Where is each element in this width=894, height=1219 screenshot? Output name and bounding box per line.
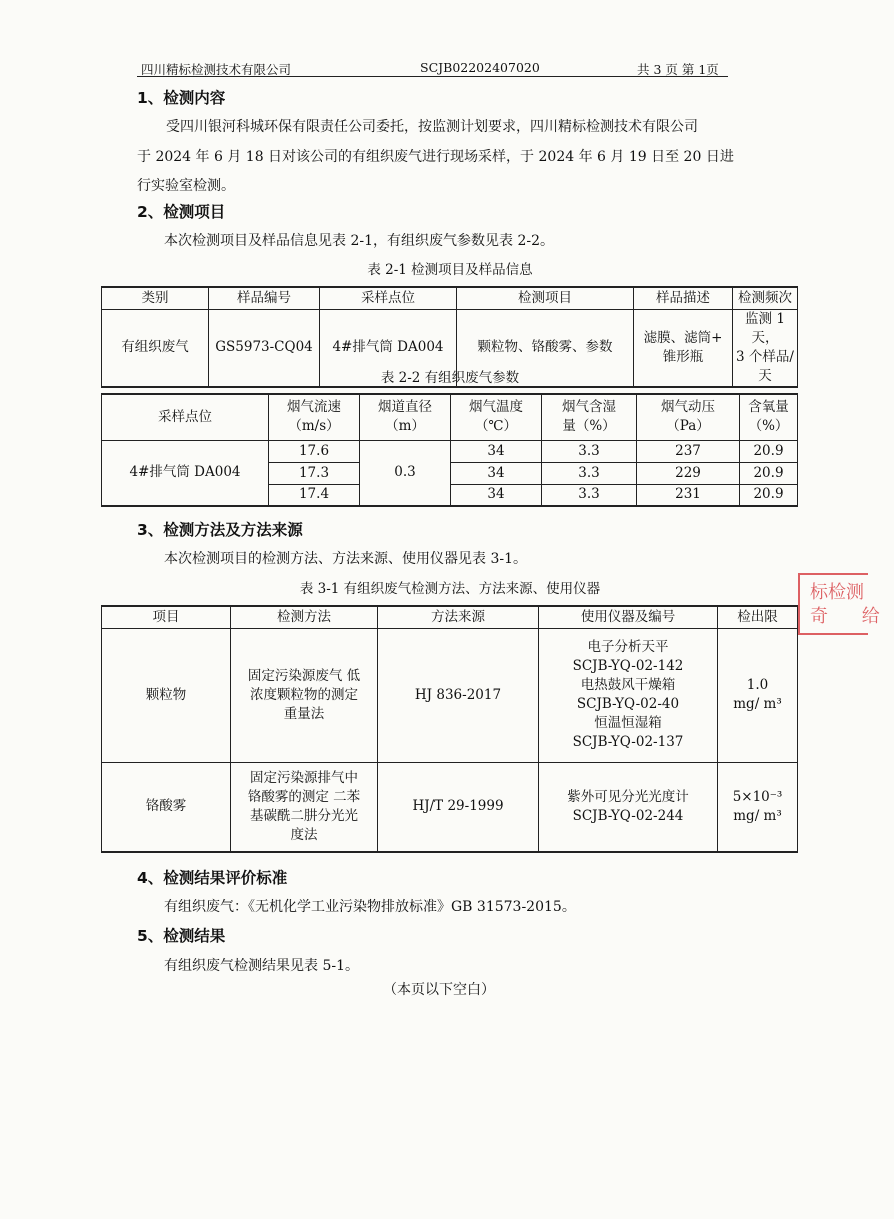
cell-method: [231, 762, 378, 852]
th-oxy-1: 含氧量: [748, 399, 789, 416]
cell-point: 4#排气筒 DA004: [102, 440, 269, 506]
blank-note: （本页以下空白）: [383, 982, 495, 998]
instrument-line: SCJB-YQ-02-244: [572, 807, 684, 824]
instrument-line: 电热鼓风干燥箱: [580, 677, 676, 693]
th-dia-1: 烟道直径: [378, 399, 432, 416]
table-2-2-caption: 表 2-2 有组织废气参数: [380, 370, 520, 386]
cell-temp: 34: [451, 462, 542, 484]
th-temp-2: （℃）: [474, 418, 518, 435]
section-5-title: 5、检测结果: [137, 927, 226, 945]
th-oxy-2: （%）: [748, 418, 789, 435]
section-1-title: 1、检测内容: [137, 89, 226, 107]
desc-line-1: 滤膜、滤筒+: [643, 329, 723, 346]
th-source: 方法来源: [378, 606, 539, 628]
method-line: 度法: [290, 826, 318, 843]
th-flow-2: （m/s）: [288, 418, 340, 435]
limit-unit: mg/ m³: [733, 807, 782, 824]
s5-text: 有组织废气检测结果见表 5-1。: [164, 958, 359, 974]
cell-method: [231, 628, 378, 762]
section-4-title: 4、检测结果评价标准: [137, 869, 288, 887]
th-method: 检测方法: [231, 606, 378, 628]
cell-hum: 3.3: [542, 462, 637, 484]
th-hum-1: 烟气含湿: [562, 399, 616, 416]
instrument-line: SCJB-YQ-02-142: [572, 658, 684, 674]
cell-oxy: 20.9: [740, 462, 798, 484]
s1-line-2: 于 2024 年 6 月 18 日对该公司的有组织废气进行现场采样，于 2024 年 6 月 19 日至 20 日进: [137, 149, 734, 165]
s1-line-3: 行实验室检测。: [137, 178, 235, 194]
th-point: 采样点位: [102, 394, 269, 440]
instrument-line: 紫外可见分光光度计: [567, 788, 689, 805]
cell-source: HJ/T 29-1999: [378, 762, 539, 852]
cell-flow: 17.3: [269, 462, 360, 484]
th-items: 检测项目: [457, 287, 634, 309]
th-oxy: [740, 394, 798, 440]
cell-category: 有组织废气: [102, 309, 209, 387]
th-pres-2: （Pa）: [666, 418, 710, 435]
header-page: 共 3 页 第 1页: [637, 62, 719, 77]
cell-limit: [718, 762, 798, 852]
th-category: 类别: [102, 287, 209, 309]
freq-line-1: 监测 1 天，: [745, 310, 785, 346]
th-pres-1: 烟气动压: [661, 399, 715, 416]
cell-hum: 3.3: [542, 484, 637, 506]
th-flow: [269, 394, 360, 440]
method-line: 铬酸雾的测定 二苯: [247, 788, 361, 805]
cell-instrument: [539, 762, 718, 852]
cell-temp: 34: [451, 440, 542, 462]
section-2-title: 2、检测项目: [137, 203, 226, 221]
th-temp-1: 烟气温度: [469, 399, 523, 416]
th-hum: [542, 394, 637, 440]
s1-line-1: 受四川银河科城环保有限责任公司委托，按监测计划要求，四川精标检测技术有限公司: [166, 119, 698, 135]
th-item: 项目: [102, 606, 231, 628]
instrument-line: 电子分析天平: [587, 639, 669, 655]
section-3-title: 3、检测方法及方法来源: [137, 521, 303, 539]
limit-value: 1.0: [746, 677, 769, 693]
th-pres: [637, 394, 740, 440]
header-report-no: SCJB02202407020: [420, 60, 540, 75]
cell-diameter: 0.3: [360, 440, 451, 506]
instrument-line: SCJB-YQ-02-137: [572, 734, 684, 750]
cell-pres: 231: [637, 484, 740, 506]
page-header: [137, 58, 728, 77]
s2-intro: 本次检测项目及样品信息见表 2-1，有组织废气参数见表 2-2。: [164, 233, 554, 249]
th-limit: 检出限: [718, 606, 798, 628]
cell-items: 颗粒物、铬酸雾、参数: [457, 309, 634, 387]
header-company: 四川精标检测技术有限公司: [141, 62, 292, 77]
th-point: 采样点位: [320, 287, 457, 309]
cell-item: 铬酸雾: [102, 762, 231, 852]
th-freq: 检测频次: [733, 287, 798, 309]
method-line: 固定污染源排气中: [250, 769, 358, 786]
table-3-1-caption: 表 3-1 有组织废气检测方法、方法来源、使用仪器: [299, 581, 601, 597]
cell-oxy: 20.9: [740, 484, 798, 506]
method-line: 重量法: [283, 705, 325, 722]
cell-instrument: [539, 628, 718, 762]
stamp-line-2: 奇 给: [810, 606, 894, 627]
instrument-line: SCJB-YQ-02-40: [576, 696, 680, 712]
limit-unit: mg/ m³: [733, 696, 782, 712]
th-hum-2: 量（%）: [562, 418, 616, 435]
freq-line-2: 3 个样品/天: [736, 348, 794, 384]
cell-pres: 237: [637, 440, 740, 462]
cell-item: 颗粒物: [102, 628, 231, 762]
th-dia-2: （m）: [385, 418, 425, 435]
table-3-1: [101, 605, 798, 853]
table-2-2: [101, 393, 798, 507]
th-dia: [360, 394, 451, 440]
cell-sample-no: GS5973-CQ04: [209, 309, 320, 387]
method-line: 浓度颗粒物的测定: [250, 686, 358, 703]
method-line: 固定污染源废气 低: [247, 667, 361, 684]
s4-text: 有组织废气：《无机化学工业污染物排放标准》GB 31573-2015。: [164, 899, 576, 915]
cell-pres: 229: [637, 462, 740, 484]
stamp-line-1: 标检测: [810, 582, 864, 603]
method-line: 基碳酰二肼分光光: [250, 807, 358, 824]
seal-stamp: [798, 573, 894, 635]
limit-value: 5×10⁻³: [732, 788, 783, 805]
cell-limit: [718, 628, 798, 762]
cell-flow: 17.6: [269, 440, 360, 462]
th-flow-1: 烟气流速: [287, 399, 341, 416]
cell-flow: 17.4: [269, 484, 360, 506]
cell-temp: 34: [451, 484, 542, 506]
table-2-1-caption: 表 2-1 检测项目及样品信息: [367, 262, 533, 278]
s3-intro: 本次检测项目的检测方法、方法来源、使用仪器见表 3-1。: [164, 551, 527, 567]
cell-oxy: 20.9: [740, 440, 798, 462]
cell-hum: 3.3: [542, 440, 637, 462]
instrument-line: 恒温恒湿箱: [594, 715, 662, 731]
th-sample-no: 样品编号: [209, 287, 320, 309]
cell-point: 4#排气筒 DA004: [320, 309, 457, 387]
th-instrument: 使用仪器及编号: [539, 606, 718, 628]
th-temp: [451, 394, 542, 440]
cell-source: HJ 836-2017: [378, 628, 539, 762]
desc-line-2: 锥形瓶: [662, 348, 704, 365]
th-desc: 样品描述: [634, 287, 733, 309]
